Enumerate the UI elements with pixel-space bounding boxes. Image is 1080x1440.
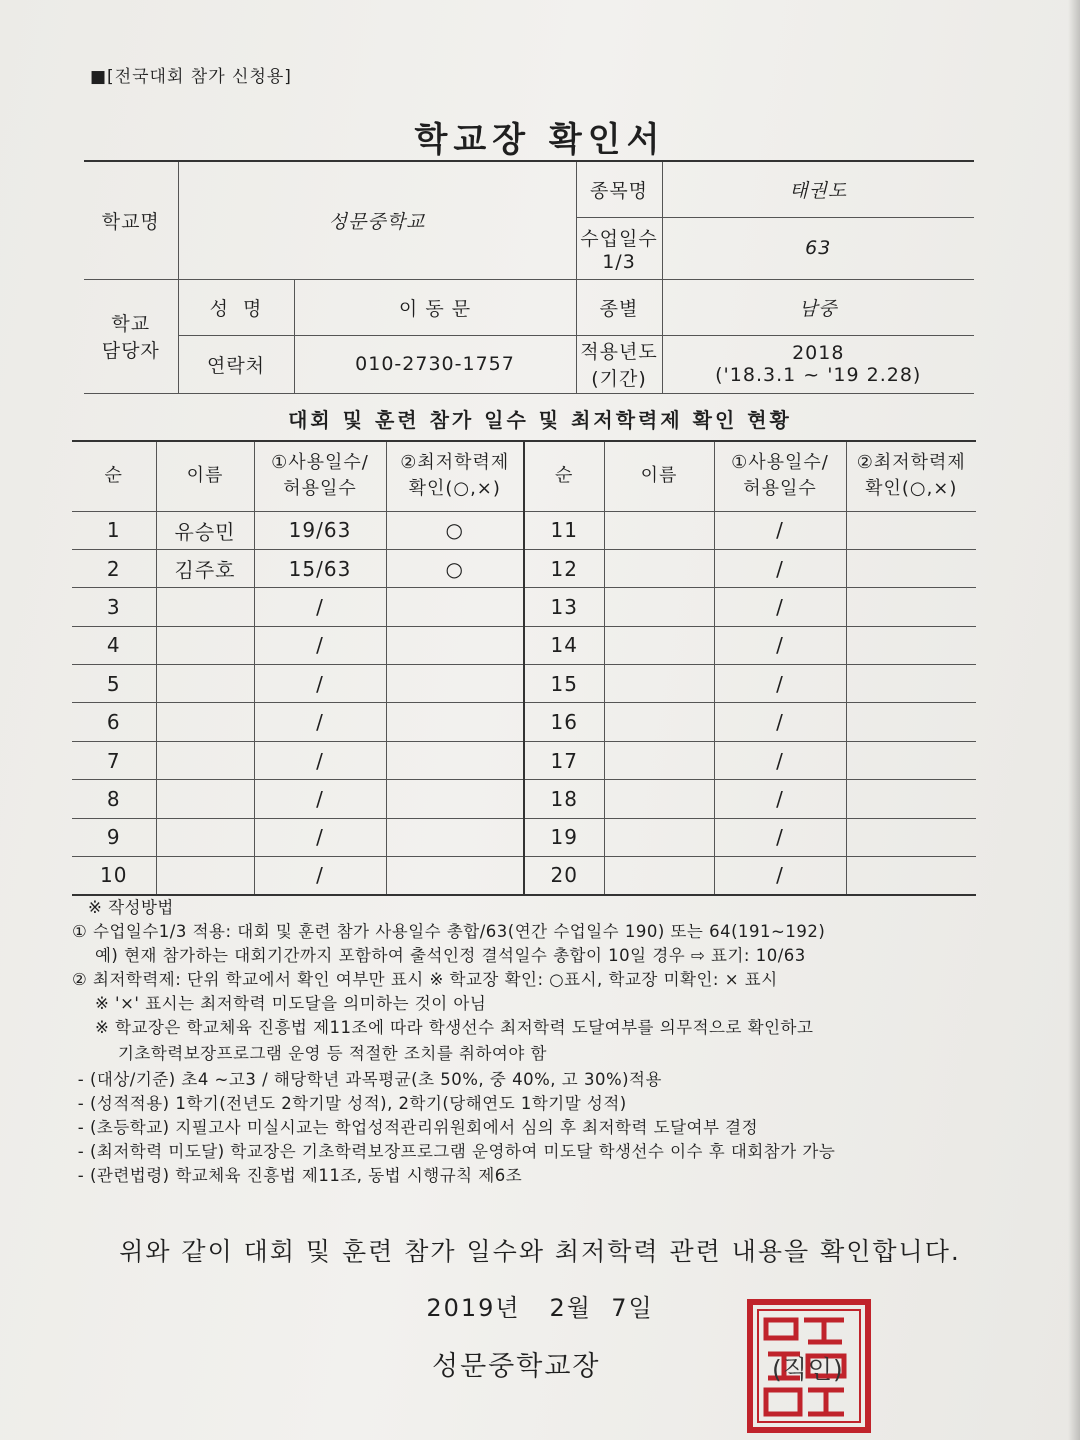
days-label	[576, 217, 662, 279]
student-name-left	[156, 780, 254, 818]
header-check	[386, 441, 524, 511]
student-name-left: 김주호	[156, 549, 254, 587]
student-name-right	[604, 665, 714, 703]
days-used-right: /	[714, 703, 846, 741]
year-value	[662, 335, 974, 393]
academic-check-right	[846, 549, 976, 587]
student-name-right	[604, 780, 714, 818]
student-name-left	[156, 703, 254, 741]
roster-row	[72, 818, 976, 856]
year-label-line1: 적용년도	[580, 341, 658, 363]
student-name-right	[604, 588, 714, 626]
type-label: 종별	[576, 279, 662, 335]
academic-check-left: ○	[386, 549, 524, 587]
principal-title: 성문중학교장	[432, 1351, 601, 1382]
days-used-right: /	[714, 511, 846, 549]
seal-label: (직인)	[772, 1355, 844, 1384]
academic-check-right	[846, 511, 976, 549]
days-value: 63	[662, 217, 974, 279]
header-no: 순	[524, 441, 604, 511]
row-number-right: 20	[524, 857, 604, 895]
row-number-left: 6	[72, 703, 156, 741]
name-value: 이 동 문	[294, 279, 576, 335]
days-used-left: 15/63	[254, 549, 386, 587]
days-used-left: 19/63	[254, 511, 386, 549]
info-table	[84, 160, 974, 394]
instruction-line: 기초학력보장프로그램 운영 등 적절한 조치를 취하여야 함	[72, 1044, 547, 1063]
header-days-line1: ①사용일수/	[271, 452, 369, 474]
academic-check-left	[386, 588, 524, 626]
student-name-right	[604, 549, 714, 587]
days-used-left: /	[254, 857, 386, 895]
academic-check-left	[386, 780, 524, 818]
row-number-left: 5	[72, 665, 156, 703]
year-label	[576, 335, 662, 393]
days-used-left: /	[254, 665, 386, 703]
days-used-right: /	[714, 665, 846, 703]
roster-row	[72, 703, 976, 741]
academic-check-left	[386, 626, 524, 664]
row-number-right: 13	[524, 588, 604, 626]
header-days-line2: 허용일수	[743, 478, 817, 500]
instruction-line: - (초등학교) 지필고사 미실시교는 학업성적관리위원회에서 심의 후 최저학력 도달여부 결정	[72, 1118, 759, 1137]
contact-label-line2: 담당자	[101, 340, 160, 362]
days-used-left: /	[254, 703, 386, 741]
student-name-left	[156, 741, 254, 779]
student-name-left	[156, 588, 254, 626]
row-number-right: 14	[524, 626, 604, 664]
student-name-left	[156, 626, 254, 664]
days-used-left: /	[254, 626, 386, 664]
academic-check-right	[846, 588, 976, 626]
row-number-right: 17	[524, 741, 604, 779]
instruction-line: - (최저학력 미도달) 학교장은 기초학력보장프로그램 운영하여 미도달 학생선수 이수 후 대회참가 가능	[72, 1142, 836, 1161]
sport-label: 종목명	[576, 161, 662, 217]
academic-check-right	[846, 665, 976, 703]
instruction-line: ② 최저학력제: 단위 학교에서 확인 여부만 표시 ※ 학교장 확인: ○표시, 학교장 미확인: × 표시	[72, 970, 778, 989]
header-days	[254, 441, 386, 511]
header-days-line2: 허용일수	[283, 478, 357, 500]
student-name-left: 유승민	[156, 511, 254, 549]
student-name-right	[604, 511, 714, 549]
header-check-line1: ②최저학력제	[856, 452, 966, 474]
header-check-line2: 확인(○,×)	[865, 478, 958, 500]
type-value: 남중	[662, 279, 974, 335]
header-check-line2: 확인(○,×)	[408, 478, 501, 500]
days-label-line1: 수업일수	[580, 227, 658, 250]
instruction-line: ※ 학교장은 학교체육 진흥법 제11조에 따라 학생선수 최저학력 도달여부를 의무적으로 확인하고	[72, 1018, 814, 1037]
student-name-left	[156, 818, 254, 856]
days-used-right: /	[714, 588, 846, 626]
row-number-right: 15	[524, 665, 604, 703]
header-name: 이름	[156, 441, 254, 511]
row-number-right: 12	[524, 549, 604, 587]
instructions-heading: ※ 작성방법	[88, 898, 174, 917]
header-name: 이름	[604, 441, 714, 511]
roster-row	[72, 626, 976, 664]
row-number-left: 8	[72, 780, 156, 818]
roster-subtitle: 대회 및 훈련 참가 일수 및 최저학력제 확인 현황	[288, 408, 792, 432]
phone-label: 연락처	[178, 335, 294, 393]
instruction-line: - (대상/기준) 초4 ~고3 / 해당학년 과목평균(초 50%, 중 40%, 고 30%)적용	[72, 1070, 662, 1089]
days-used-right: /	[714, 857, 846, 895]
student-name-right	[604, 741, 714, 779]
page-title: 학교장 확인서	[414, 120, 666, 160]
year-value-line2: ('18.3.1 ~ '19 2.28)	[715, 364, 922, 386]
student-name-right	[604, 703, 714, 741]
instruction-line: ※ '×' 표시는 최저학력 미도달을 의미하는 것이 아님	[72, 994, 487, 1013]
phone-value: 010-2730-1757	[294, 335, 576, 393]
year-value-line1: 2018	[792, 342, 845, 364]
name-label: 성 명	[178, 279, 294, 335]
confirmation-statement: 위와 같이 대회 및 훈련 참가 일수와 최저학력 관련 내용을 확인합니다.	[119, 1237, 961, 1266]
instructions	[72, 896, 1002, 1188]
header-no: 순	[72, 441, 156, 511]
academic-check-right	[846, 741, 976, 779]
days-used-left: /	[254, 780, 386, 818]
days-label-line2: 1/3	[602, 250, 636, 273]
days-used-left: /	[254, 818, 386, 856]
header-check-line1: ②최저학력제	[400, 452, 510, 474]
days-used-right: /	[714, 626, 846, 664]
row-number-right: 18	[524, 780, 604, 818]
row-number-left: 10	[72, 857, 156, 895]
roster-row	[72, 588, 976, 626]
student-name-right	[604, 818, 714, 856]
roster-header-row	[72, 441, 976, 511]
contact-label-line1: 학교	[111, 313, 151, 335]
header-days-line1: ①사용일수/	[731, 452, 829, 474]
academic-check-left	[386, 703, 524, 741]
student-name-right	[604, 857, 714, 895]
contact-label	[84, 279, 178, 393]
days-used-right: /	[714, 818, 846, 856]
student-name-right	[604, 626, 714, 664]
academic-check-right	[846, 780, 976, 818]
roster-row	[72, 549, 976, 587]
form-tag: ■[전국대회 참가 신청용]	[90, 67, 292, 87]
row-number-left: 1	[72, 511, 156, 549]
roster-table	[72, 440, 976, 896]
roster-row	[72, 780, 976, 818]
days-used-right: /	[714, 549, 846, 587]
sport-value: 태권도	[662, 161, 974, 217]
days-used-right: /	[714, 780, 846, 818]
academic-check-right	[846, 626, 976, 664]
roster-row	[72, 741, 976, 779]
academic-check-right	[846, 703, 976, 741]
roster-row	[72, 511, 976, 549]
academic-check-right	[846, 857, 976, 895]
instruction-line: 예) 현재 참가하는 대회기간까지 포함하여 출석인정 결석일수 총합이 10일 경우 ⇨ 표기: 10/63	[72, 946, 806, 965]
academic-check-left	[386, 741, 524, 779]
days-used-left: /	[254, 588, 386, 626]
instruction-line: - (성적적용) 1학기(전년도 2학기말 성적), 2학기(당해연도 1학기말 성적)	[72, 1094, 627, 1113]
row-number-right: 11	[524, 511, 604, 549]
academic-check-left	[386, 818, 524, 856]
days-used-right: /	[714, 741, 846, 779]
instruction-line: ① 수업일수1/3 적용: 대회 및 훈련 참가 사용일수 총합/63(연간 수업일수 190) 또는 64(191~192)	[72, 922, 826, 941]
row-number-right: 19	[524, 818, 604, 856]
days-used-left: /	[254, 741, 386, 779]
row-number-left: 3	[72, 588, 156, 626]
row-number-left: 4	[72, 626, 156, 664]
row-number-left: 9	[72, 818, 156, 856]
row-number-left: 7	[72, 741, 156, 779]
academic-check-left	[386, 665, 524, 703]
issue-date: 2019년 2월 7일	[426, 1294, 654, 1322]
page-edge-shadow	[1068, 0, 1080, 1440]
instruction-line: - (관련법령) 학교체육 진흥법 제11조, 동법 시행규칙 제6조	[72, 1166, 523, 1185]
instructions-lines	[72, 920, 1002, 1188]
academic-check-right	[846, 818, 976, 856]
header-days	[714, 441, 846, 511]
academic-check-left: ○	[386, 511, 524, 549]
row-number-left: 2	[72, 549, 156, 587]
school-value: 성문중학교	[178, 161, 576, 279]
student-name-left	[156, 665, 254, 703]
roster-row	[72, 665, 976, 703]
school-label: 학교명	[84, 161, 178, 279]
year-label-line2: (기간)	[591, 368, 647, 390]
student-name-left	[156, 857, 254, 895]
row-number-right: 16	[524, 703, 604, 741]
roster-row	[72, 857, 976, 895]
academic-check-left	[386, 857, 524, 895]
header-check	[846, 441, 976, 511]
